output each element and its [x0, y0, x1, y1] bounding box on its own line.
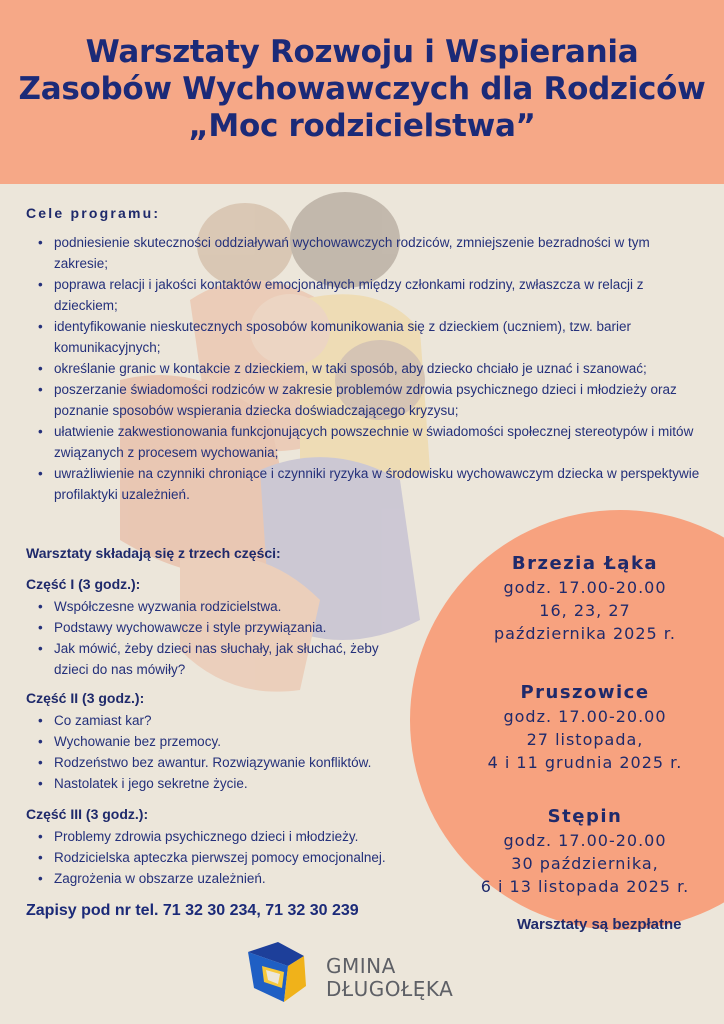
goal-item: • uwrażliwienie na czynniki chroniące i czynniki ryzyka w środowisku wychowawczym dziecka w perspektywie profilaktyki uzależnień.	[38, 463, 703, 505]
title-line-2: Zasobów Wychowawczych dla Rodziców	[18, 71, 706, 107]
location-dates: 27 listopada,	[526, 730, 644, 749]
location-hours: godz. 17.00-20.00	[503, 578, 667, 597]
title-line-1: Warsztaty Rozwoju i Wspierania	[85, 34, 639, 70]
gmina-dlugoleka-logo-icon	[244, 942, 310, 1002]
goals-list	[38, 232, 703, 505]
goal-item: • podniesienie skuteczności oddziaływań wychowawczych rodziców, zmniejszenie bezradności w tym zakresie;	[38, 232, 703, 274]
signup-phone: Zapisy pod nr tel. 71 32 30 234, 71 32 30 239	[26, 902, 359, 919]
location-dates: października 2025 r.	[494, 624, 676, 643]
part-2-item: • Nastolatek i jego sekretne życie.	[38, 773, 408, 794]
workshops-title: Warsztaty składają się z trzech części:	[26, 545, 281, 561]
part-1-title: Część I (3 godz.):	[26, 576, 141, 592]
location-stepin	[470, 805, 700, 898]
logo-line-2: DŁUGOŁĘKA	[326, 977, 454, 1001]
location-name: Stępin	[547, 806, 623, 827]
part-1-list	[38, 596, 408, 680]
part-1-item: • Współczesne wyzwania rodzicielstwa.	[38, 596, 408, 617]
location-dates: 16, 23, 27	[539, 601, 631, 620]
part-1-item: • Podstawy wychowawcze i style przywiązania.	[38, 617, 408, 638]
goal-item: • poprawa relacji i jakości kontaktów emocjonalnych między członkami rodziny, zwłaszcza w relacji z dzieckiem;	[38, 274, 703, 316]
part-2-list	[38, 710, 408, 794]
title-line-3: „Moc rodzicielstwa”	[188, 108, 536, 144]
part-3-item: • Zagrożenia w obszarze uzależnień.	[38, 868, 408, 889]
location-hours: godz. 17.00-20.00	[503, 831, 667, 850]
location-hours: godz. 17.00-20.00	[503, 707, 667, 726]
goal-item: • ułatwienie zakwestionowania funkcjonujących powszechnie w świadomości społecznej stereotypów i mitów związanych z procesem wychowania;	[38, 421, 703, 463]
part-3-title: Część III (3 godz.):	[26, 806, 149, 822]
part-3-item: • Rodzicielska apteczka pierwszej pomocy emocjonalnej.	[38, 847, 408, 868]
free-note: Warsztaty są bezpłatne	[517, 916, 682, 933]
logo-line-1: GMINA	[326, 954, 396, 978]
location-dates: 6 i 13 listopada 2025 r.	[480, 877, 690, 896]
goal-item: • poszerzanie świadomości rodziców w zakresie problemów zdrowia psychicznego dzieci i młodzieży oraz poznanie sposobów wspierania dziecka doświadczającego kryzysu;	[38, 379, 703, 421]
part-2-item: • Rodzeństwo bez awantur. Rozwiązywanie konfliktów.	[38, 752, 408, 773]
location-brzezia-laka	[470, 552, 700, 645]
goal-item: • identyfikowanie nieskutecznych sposobów komunikowania się z dzieckiem (uczniem), tzw. barier komunikacyjnych;	[38, 316, 703, 358]
part-2-item: • Co zamiast kar?	[38, 710, 408, 731]
goal-item: • określanie granic w kontakcie z dzieckiem, w taki sposób, aby dziecko chciało je uznać i szanować;	[38, 358, 703, 379]
logo-text	[326, 955, 453, 1001]
part-3-list	[38, 826, 408, 889]
part-2-item: • Wychowanie bez przemocy.	[38, 731, 408, 752]
goals-title: Cele programu:	[26, 205, 161, 221]
location-dates: 30 października,	[511, 854, 659, 873]
part-2-title: Część II (3 godz.):	[26, 690, 145, 706]
location-dates: 4 i 11 grudnia 2025 r.	[487, 753, 683, 772]
part-3-item: • Problemy zdrowia psychicznego dzieci i młodzieży.	[38, 826, 408, 847]
location-name: Brzezia Łąka	[511, 553, 659, 574]
part-1-item: • Jak mówić, żeby dzieci nas słuchały, jak słuchać, żeby dzieci do nas mówiły?	[38, 638, 408, 680]
location-pruszowice	[470, 681, 700, 774]
location-name: Pruszowice	[520, 682, 650, 703]
